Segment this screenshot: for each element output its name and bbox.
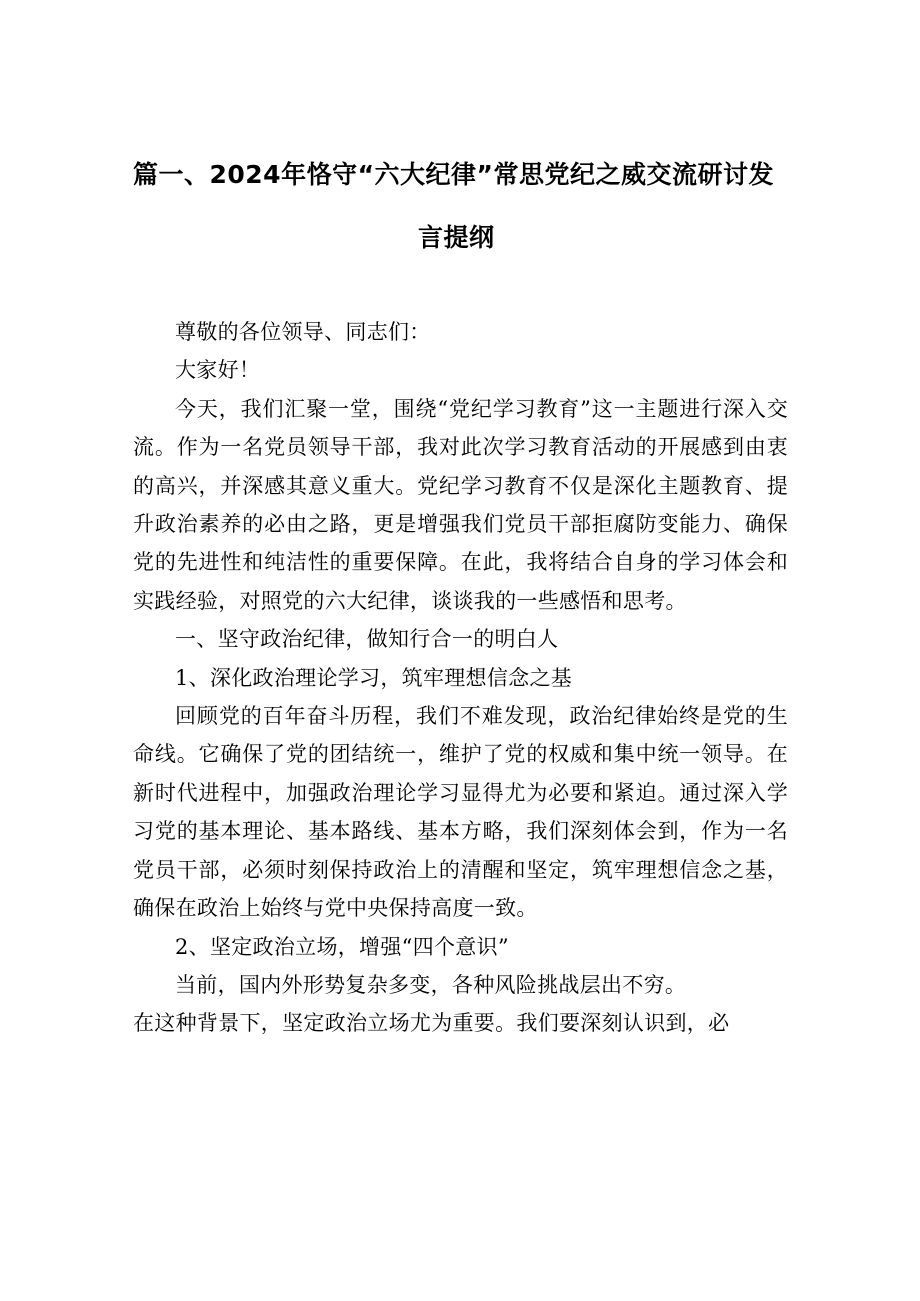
subsection-1-heading: 1、深化政治理论学习，筑牢理想信念之基 [175,665,573,690]
greeting: 大家好！ [175,358,261,383]
intro-paragraph: 今天，我们汇聚一堂，围绕“党纪学习教育”这一主题进行深入交流。作为一名党员领导干部，我对此次学习教育活动的开展感到由衷的高兴，并深感其意义重大。党纪学习教育不仅是深化主题教育、提升政治素养的必由之路，更是增强我们党员干部拒腐防变能力、确保党的先进性和纯洁性的重要保障。在此，我将结合自身的学习体会和实践经验，对照党的六大纪律，谈谈我的一些感悟和思考。 [133,396,788,613]
document-title-line-2: 言提纲 [418,223,495,252]
subsection-2-paragraph-continued: 在这种背景下，坚定政治立场尤为重要。我们要深刻认识到，必 [133,1011,730,1036]
subsection-2-heading: 2、坚定政治立场，增强“四个意识” [175,934,509,959]
document-title-line-1: 篇一、2024年恪守“六大纪律”常思党纪之威交流研讨发 [133,160,774,189]
section-1-heading: 一、坚守政治纪律，做知行合一的明白人 [175,627,559,652]
subsection-2-paragraph-start: 当前，国内外形势复杂多变，各种风险挑战层出不穷。 [175,972,687,997]
subsection-1-paragraph: 回顾党的百年奋斗历程，我们不难发现，政治纪律始终是党的生命线。它确保了党的团结统一，维护了党的权威和集中统一领导。在新时代进程中，加强政治理论学习显得尤为必要和紧迫。通过深入学习党的基本理论、基本路线、基本方略，我们深刻体会到，作为一名党员干部，必须时刻保持政治上的清醒和坚定，筑牢理想信念之基，确保在政治上始终与党中央保持高度一致。 [133,704,788,921]
salutation: 尊敬的各位领导、同志们： [175,320,431,344]
document-body [133,313,788,1043]
